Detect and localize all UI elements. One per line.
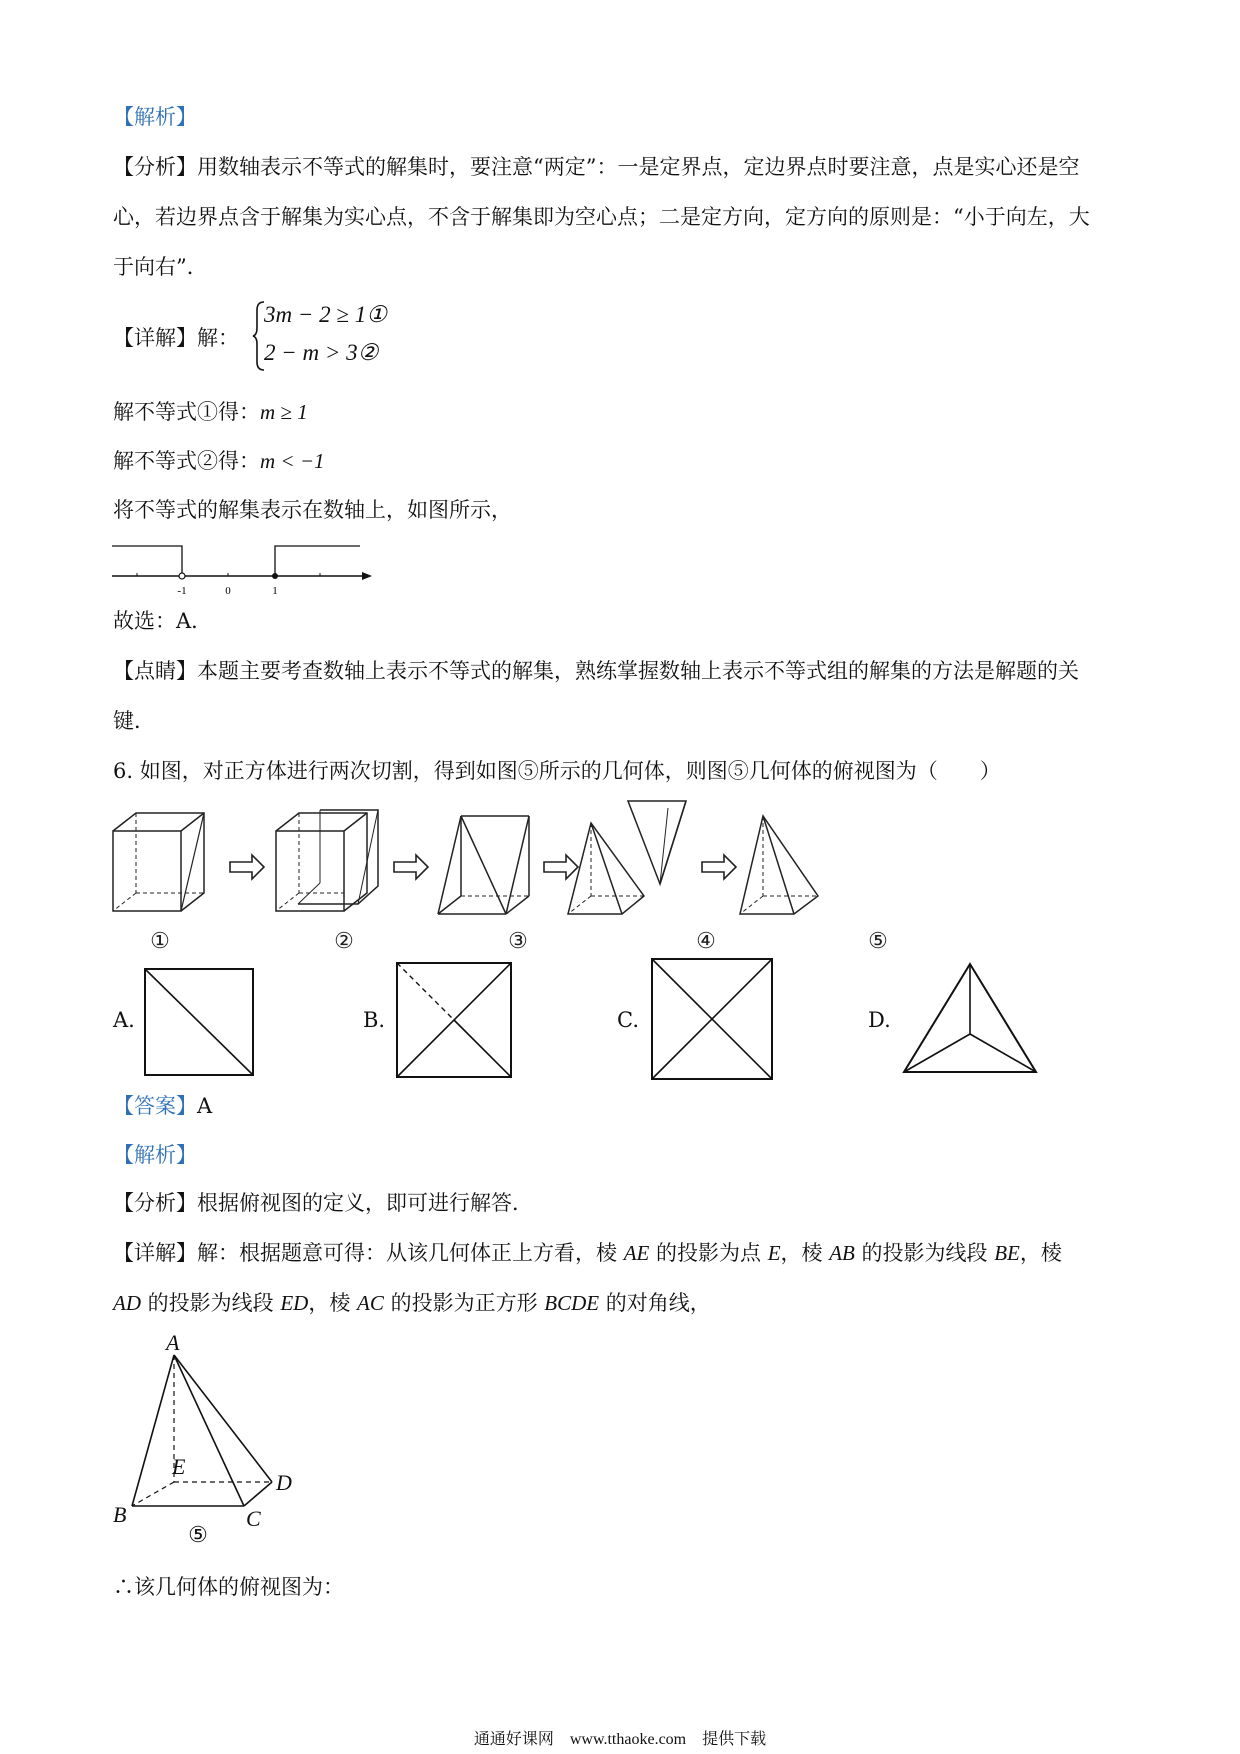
arrow-icon: [394, 855, 428, 879]
point-e: E: [767, 1241, 781, 1265]
solid-figure-3: [438, 816, 529, 914]
option-d-figure: [900, 962, 1040, 1080]
analysis-2-text: 根据俯视图的定义，即可进行解答．: [197, 1191, 533, 1215]
pyramid-figure-number: ⑤: [188, 1522, 208, 1547]
detail-2-text: 的对角线，: [599, 1291, 711, 1315]
solution-left-bracket: [112, 546, 182, 574]
detail-2-text: 的投影为正方形: [383, 1291, 545, 1315]
detail-2-line-1: [113, 1238, 1062, 1268]
solve-step-2-math: m < −1: [260, 449, 325, 473]
analysis-paragraph-line-1: [113, 152, 1079, 182]
solid-point-1: [272, 573, 278, 579]
solve-step-1-text: 解不等式①得：: [113, 400, 260, 424]
analysis-text: 用数轴表示不等式的解集时，要注意“两定”：一是定界点，定边界点时要注意，点是实心还是空: [197, 155, 1080, 179]
detail-2-label: 【详解】: [113, 1241, 197, 1265]
figure-label-3: ③: [508, 928, 528, 953]
inequality-1: 3m − 2 ≥ 1①: [264, 302, 387, 327]
vertex-label-b: B: [113, 1502, 127, 1527]
answer-label: 【答案】: [113, 1094, 197, 1118]
detail-2-text: 的投影为线段: [141, 1291, 281, 1315]
detail-2-text: 的投影为点: [649, 1241, 768, 1265]
detail-label: 【详解】: [113, 326, 197, 350]
figure-label-5: ⑤: [868, 928, 888, 953]
analysis-2-label: 【分析】: [113, 1191, 197, 1215]
analysis-heading-2: 【解析】: [113, 1143, 197, 1167]
figure-label-4: ④: [696, 928, 716, 953]
solution-right-bracket: [275, 546, 360, 574]
segment-be: BE: [994, 1241, 1020, 1265]
segment-ed: ED: [280, 1291, 309, 1315]
detail-2-text: ，棱: [780, 1241, 830, 1265]
figure-label-2: ②: [334, 928, 354, 953]
answer-line: [113, 1091, 212, 1121]
comment-text: 本题主要考查数轴上表示不等式的解集，熟练掌握数轴上表示不等式组的解集的方法是解题的关: [197, 659, 1079, 683]
page-footer: 通通好课网 www.tthaoke.com 提供下载: [473, 1731, 767, 1748]
option-a-label: A.: [113, 1008, 135, 1032]
analysis-heading: 【解析】: [113, 105, 197, 129]
detail-2-text: 的投影为线段: [854, 1241, 995, 1265]
edge-ab: AB: [829, 1241, 855, 1265]
tick-label-minus-1: -1: [177, 585, 187, 597]
edge-ad: AD: [113, 1291, 141, 1315]
edge-ac: AC: [357, 1291, 384, 1315]
detail-2-text: 解：根据题意可得：从该几何体正上方看，棱: [197, 1241, 624, 1265]
detail-heading: [113, 323, 239, 353]
comment-line-1: [113, 656, 1079, 686]
option-b-figure: [396, 962, 514, 1080]
detail-2-text: ，棱: [308, 1291, 358, 1315]
solid-figure-4: [568, 801, 686, 914]
solve-step-2-text: 解不等式②得：: [113, 449, 260, 473]
square-bcde: BCDE: [544, 1291, 600, 1315]
tick-label-0: 0: [225, 585, 231, 597]
conclusion-line: ∴该几何体的俯视图为：: [113, 1575, 344, 1599]
vertex-label-d: D: [276, 1470, 292, 1495]
option-a-figure: [144, 968, 256, 1080]
cube-figure-2: [276, 810, 378, 911]
solve-step-1: [113, 397, 308, 427]
analysis-paragraph-line-3: 于向右”．: [113, 255, 208, 279]
analysis-2-line: [113, 1188, 533, 1218]
vertex-label-a: A: [166, 1330, 180, 1355]
inequality-2: 2 − m > 3②: [264, 340, 379, 365]
answer-value: A: [197, 1094, 213, 1118]
detail-2-line-2: [113, 1288, 711, 1318]
option-c-figure: [651, 958, 775, 1082]
solid-figure-5: [740, 816, 818, 914]
solve-step-1-math: m ≥ 1: [260, 400, 308, 424]
arrow-icon: [702, 855, 736, 879]
number-line-arrow-icon: [362, 572, 372, 580]
detail-prefix: 解：: [197, 326, 239, 350]
comment-line-2: 键．: [113, 709, 155, 733]
analysis-label: 【分析】: [113, 155, 197, 179]
vertex-label-e: E: [172, 1454, 186, 1479]
figure-label-1: ①: [150, 928, 170, 953]
arrow-icon: [230, 855, 264, 879]
option-d-label: D.: [868, 1008, 891, 1032]
comment-label: 【点睛】: [113, 659, 197, 683]
edge-ae: AE: [623, 1241, 650, 1265]
analysis-paragraph-line-2: 心，若边界点含于解集为实心点，不含于解集即为空心点；二是定方向，定方向的原则是：“小于向左，大: [113, 205, 1090, 229]
detail-2-text: ，棱: [1019, 1241, 1062, 1265]
arrow-icon: [544, 855, 578, 879]
cutting-sequence-figure: [108, 798, 928, 958]
question-6-stem: 6. 如图，对正方体进行两次切割，得到如图⑤所示的几何体，则图⑤几何体的俯视图为（ ）: [113, 759, 1001, 783]
choice-line: 故选：A．: [113, 609, 213, 633]
solve-step-3: 将不等式的解集表示在数轴上，如图所示，: [113, 498, 512, 522]
labeled-pyramid-figure: [108, 1330, 318, 1545]
number-line-figure: [110, 530, 380, 600]
option-b-label: B.: [363, 1008, 386, 1032]
option-c-label: C.: [617, 1008, 639, 1032]
cube-figure-1: [113, 813, 204, 911]
vertex-label-c: C: [246, 1506, 261, 1531]
tick-label-1: 1: [272, 585, 278, 597]
solve-step-2: [113, 446, 325, 476]
open-point-minus-1: [179, 573, 185, 579]
